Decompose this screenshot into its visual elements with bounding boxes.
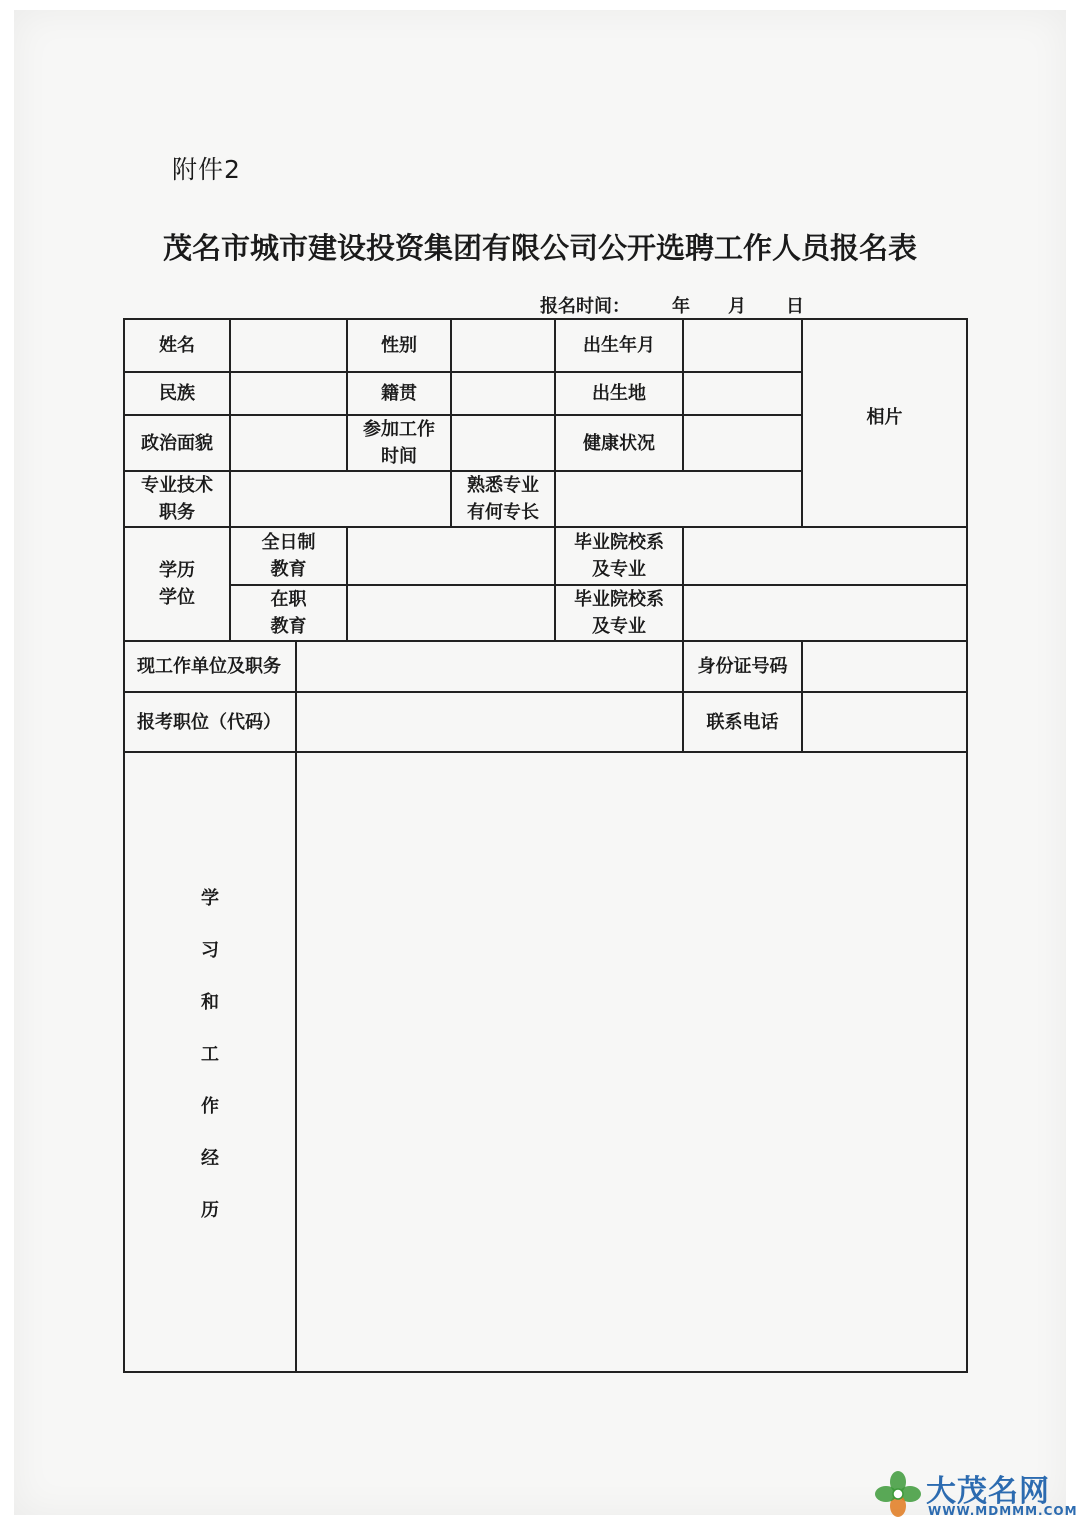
ethnicity-field[interactable] xyxy=(230,372,347,415)
experience-vertical-text xyxy=(125,885,295,1224)
specialty-label xyxy=(451,471,555,527)
title-line2: 职务 xyxy=(159,502,195,523)
birth-month-label: 出生年月 xyxy=(555,319,683,372)
ethnicity-label: 民族 xyxy=(124,372,230,415)
position-field[interactable] xyxy=(296,692,683,752)
attachment-label: 附件2 xyxy=(172,155,241,184)
professional-title-field[interactable] xyxy=(230,471,451,527)
health-label: 健康状况 xyxy=(555,415,683,471)
experience-char: 作 xyxy=(201,1096,219,1117)
fulltime-school-field[interactable] xyxy=(683,527,967,585)
registration-date xyxy=(540,292,804,318)
phone-field[interactable] xyxy=(802,692,967,752)
native-place-label: 籍贯 xyxy=(347,372,451,415)
school-line2: 及专业 xyxy=(592,616,646,637)
month-label: 月 xyxy=(728,296,746,317)
education-label xyxy=(124,527,230,641)
id-number-label: 身份证号码 xyxy=(683,641,802,692)
gender-label: 性别 xyxy=(347,319,451,372)
fulltime-label xyxy=(230,527,347,585)
experience-char: 和 xyxy=(201,992,219,1013)
photo-label: 相片 xyxy=(866,407,903,428)
experience-char: 历 xyxy=(201,1200,219,1221)
current-job-field[interactable] xyxy=(296,641,683,692)
experience-label xyxy=(124,752,296,1372)
birthplace-label: 出生地 xyxy=(555,372,683,415)
phone-label: 联系电话 xyxy=(683,692,802,752)
fulltime-degree-field[interactable] xyxy=(347,527,555,585)
parttime-school-field[interactable] xyxy=(683,585,967,641)
site-watermark xyxy=(874,1466,1078,1522)
education-line2: 学位 xyxy=(159,587,195,608)
parttime-line1: 在职 xyxy=(270,589,307,610)
school-line2: 及专业 xyxy=(592,559,646,580)
watermark-name: 大茂名网 xyxy=(926,1474,1050,1509)
political-status-label: 政治面貌 xyxy=(124,415,230,471)
school-line1: 毕业院校系 xyxy=(574,532,664,553)
fulltime-school-label xyxy=(555,527,683,585)
name-field[interactable] xyxy=(230,319,347,372)
date-label: 报名时间： xyxy=(540,296,630,317)
birthplace-field[interactable] xyxy=(683,372,802,415)
clover-logo-icon xyxy=(874,1470,922,1518)
education-line1: 学历 xyxy=(159,560,195,581)
photo-box[interactable] xyxy=(802,319,967,527)
experience-char: 习 xyxy=(201,940,219,961)
birth-month-field[interactable] xyxy=(683,319,802,372)
experience-char: 工 xyxy=(201,1044,219,1065)
document-title: 茂名市城市建设投资集团有限公司公开选聘工作人员报名表 xyxy=(162,231,917,265)
day-label: 日 xyxy=(786,296,804,317)
work-start-line1: 参加工作 xyxy=(363,419,435,440)
position-label: 报考职位（代码） xyxy=(124,692,296,752)
experience-char: 经 xyxy=(201,1148,219,1169)
political-status-field[interactable] xyxy=(230,415,347,471)
specialty-line1: 熟悉专业 xyxy=(467,475,539,496)
experience-field[interactable] xyxy=(296,752,967,1372)
gender-field[interactable] xyxy=(451,319,555,372)
registration-form xyxy=(123,318,968,1373)
work-start-label xyxy=(347,415,451,471)
work-start-line2: 时间 xyxy=(381,446,417,467)
parttime-school-label xyxy=(555,585,683,641)
specialty-field[interactable] xyxy=(555,471,802,527)
school-line1: 毕业院校系 xyxy=(574,589,664,610)
professional-title-label xyxy=(124,471,230,527)
fulltime-line2: 教育 xyxy=(270,559,307,580)
current-job-label: 现工作单位及职务 xyxy=(124,641,296,692)
health-field[interactable] xyxy=(683,415,802,471)
name-label: 姓名 xyxy=(124,319,230,372)
fulltime-line1: 全日制 xyxy=(261,532,316,553)
native-place-field[interactable] xyxy=(451,372,555,415)
experience-char: 学 xyxy=(201,888,219,909)
specialty-line2: 有何专长 xyxy=(467,502,539,523)
parttime-line2: 教育 xyxy=(270,616,307,637)
watermark-url: WWW.MDMMM.COM xyxy=(928,1504,1078,1518)
year-label: 年 xyxy=(672,296,690,317)
id-number-field[interactable] xyxy=(802,641,967,692)
parttime-label xyxy=(230,585,347,641)
title-line1: 专业技术 xyxy=(141,475,213,496)
work-start-field[interactable] xyxy=(451,415,555,471)
parttime-degree-field[interactable] xyxy=(347,585,555,641)
